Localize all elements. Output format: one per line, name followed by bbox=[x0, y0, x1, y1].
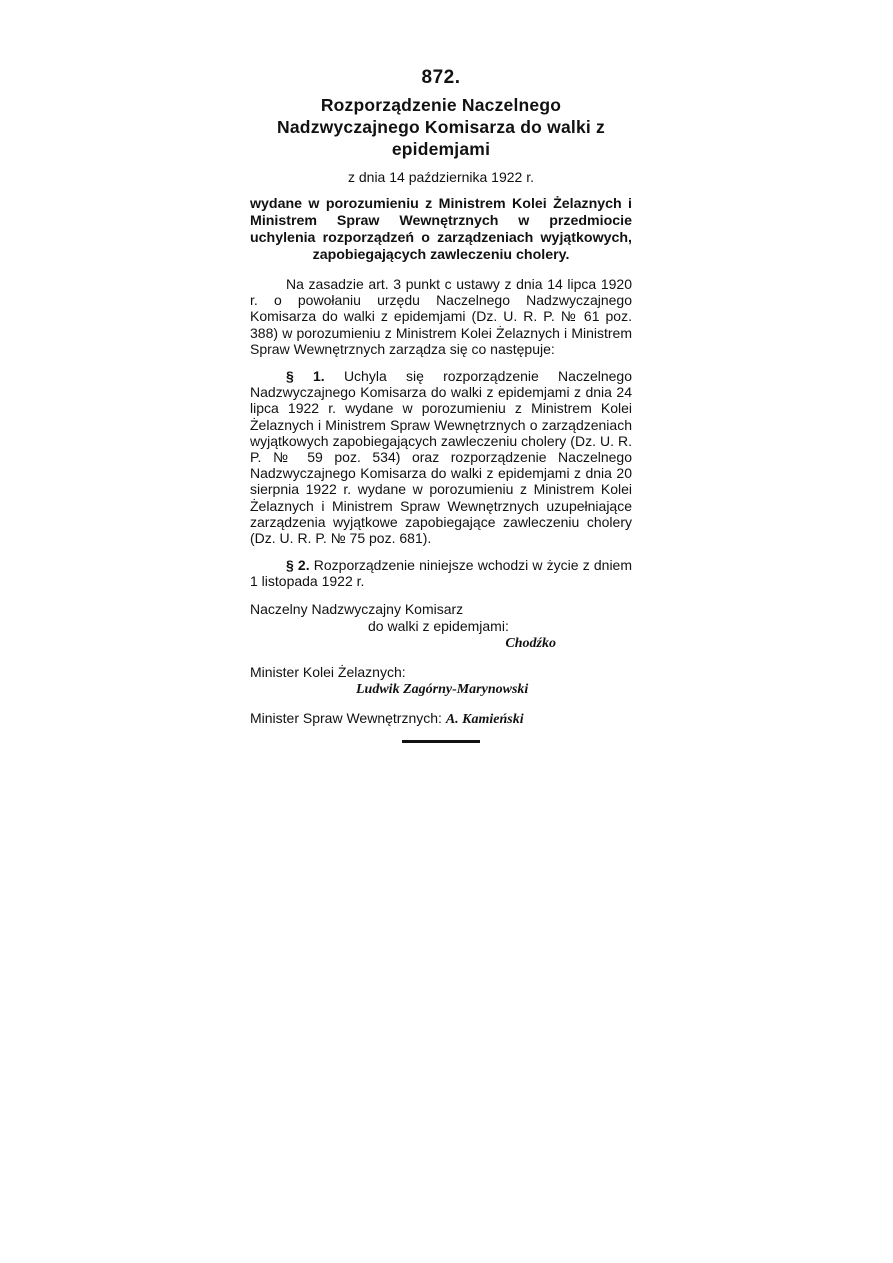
interior-minister-signature bbox=[250, 710, 632, 728]
preamble-text: Na zasadzie art. 3 punkt c ustawy z dnia 14 lipca 1920 r. o powołaniu urzędu Naczelnego Nadzwyczajnego Komisarza do walki z epidemjami (Dz. U. R. P. № 61 poz. 388) w porozumieniu z Ministrem Kolei Żelaznych i Ministrem Spraw Wewnętrznych zarządza się co następuje: bbox=[250, 276, 632, 357]
document-date: z dnia 14 października 1922 r. bbox=[347, 169, 534, 185]
document-subtitle: wydane w porozumieniu z Ministrem Kolei Żelaznych i Ministrem Spraw Wewnętrznych w przedmiocie uchylenia rozporządzeń o zarządzeniach wyjątkowych, zapobiegających zawleczeniu cholery. bbox=[250, 196, 632, 263]
commissioner-signature bbox=[250, 601, 632, 652]
interior-minister-name: A. Kamieński bbox=[445, 711, 524, 727]
closing-rule bbox=[402, 740, 480, 743]
preamble-paragraph bbox=[250, 276, 632, 357]
commissioner-name: Chodźko bbox=[505, 635, 556, 651]
commissioner-title-line2: do walki z epidemjami: bbox=[368, 617, 509, 634]
section-2-paragraph bbox=[250, 557, 632, 589]
section-2-text: Rozporządzenie niniejsze wchodzi w życie z dniem 1 listopada 1922 r. bbox=[250, 557, 633, 590]
section-2-label: § 2. bbox=[286, 557, 310, 574]
railways-minister-signature bbox=[250, 664, 632, 698]
document-title: Rozporządzenie Naczelnego Nadzwyczajnego Komisarza do walki z epidemjami bbox=[277, 95, 605, 159]
page-number: 872. bbox=[421, 67, 461, 88]
section-1-label: § 1. bbox=[286, 368, 325, 385]
section-1-text: Uchyla się rozporządzenie Naczelnego Nadzwyczajnego Komisarza do walki z epidemjami z dnia 24 lipca 1922 r. wydane w porozumieniu z Ministrem Kolei Żelaznych i Ministrem Spraw Wewnętrznych o zarządzeniach wyjątkowych zapobiegających zawleczeniu cholery (Dz. U. R. P. № 59 poz. 534) oraz rozporządzenie Naczelnego Nadzwyczajnego Komisarza do walki z epidemjami z dnia 20 sierpnia 1922 r. wydane w porozumieniu z Ministrem Kolei Żelaznych i Ministrem Spraw Wewnętrznych uzupełniające zarządzenia wyjątkowe zapobiegające zawleczeniu cholery (Dz. U. R. P. № 75 poz. 681). bbox=[250, 368, 632, 547]
interior-minister-title: Minister Spraw Wewnętrznych: bbox=[250, 709, 442, 726]
document-column bbox=[250, 66, 632, 743]
section-1-paragraph bbox=[250, 368, 632, 546]
railways-minister-title: Minister Kolei Żelaznych: bbox=[250, 663, 406, 680]
commissioner-title-line1: Naczelny Nadzwyczajny Komisarz bbox=[250, 600, 464, 617]
railways-minister-name: Ludwik Zagórny-Marynowski bbox=[356, 681, 529, 697]
